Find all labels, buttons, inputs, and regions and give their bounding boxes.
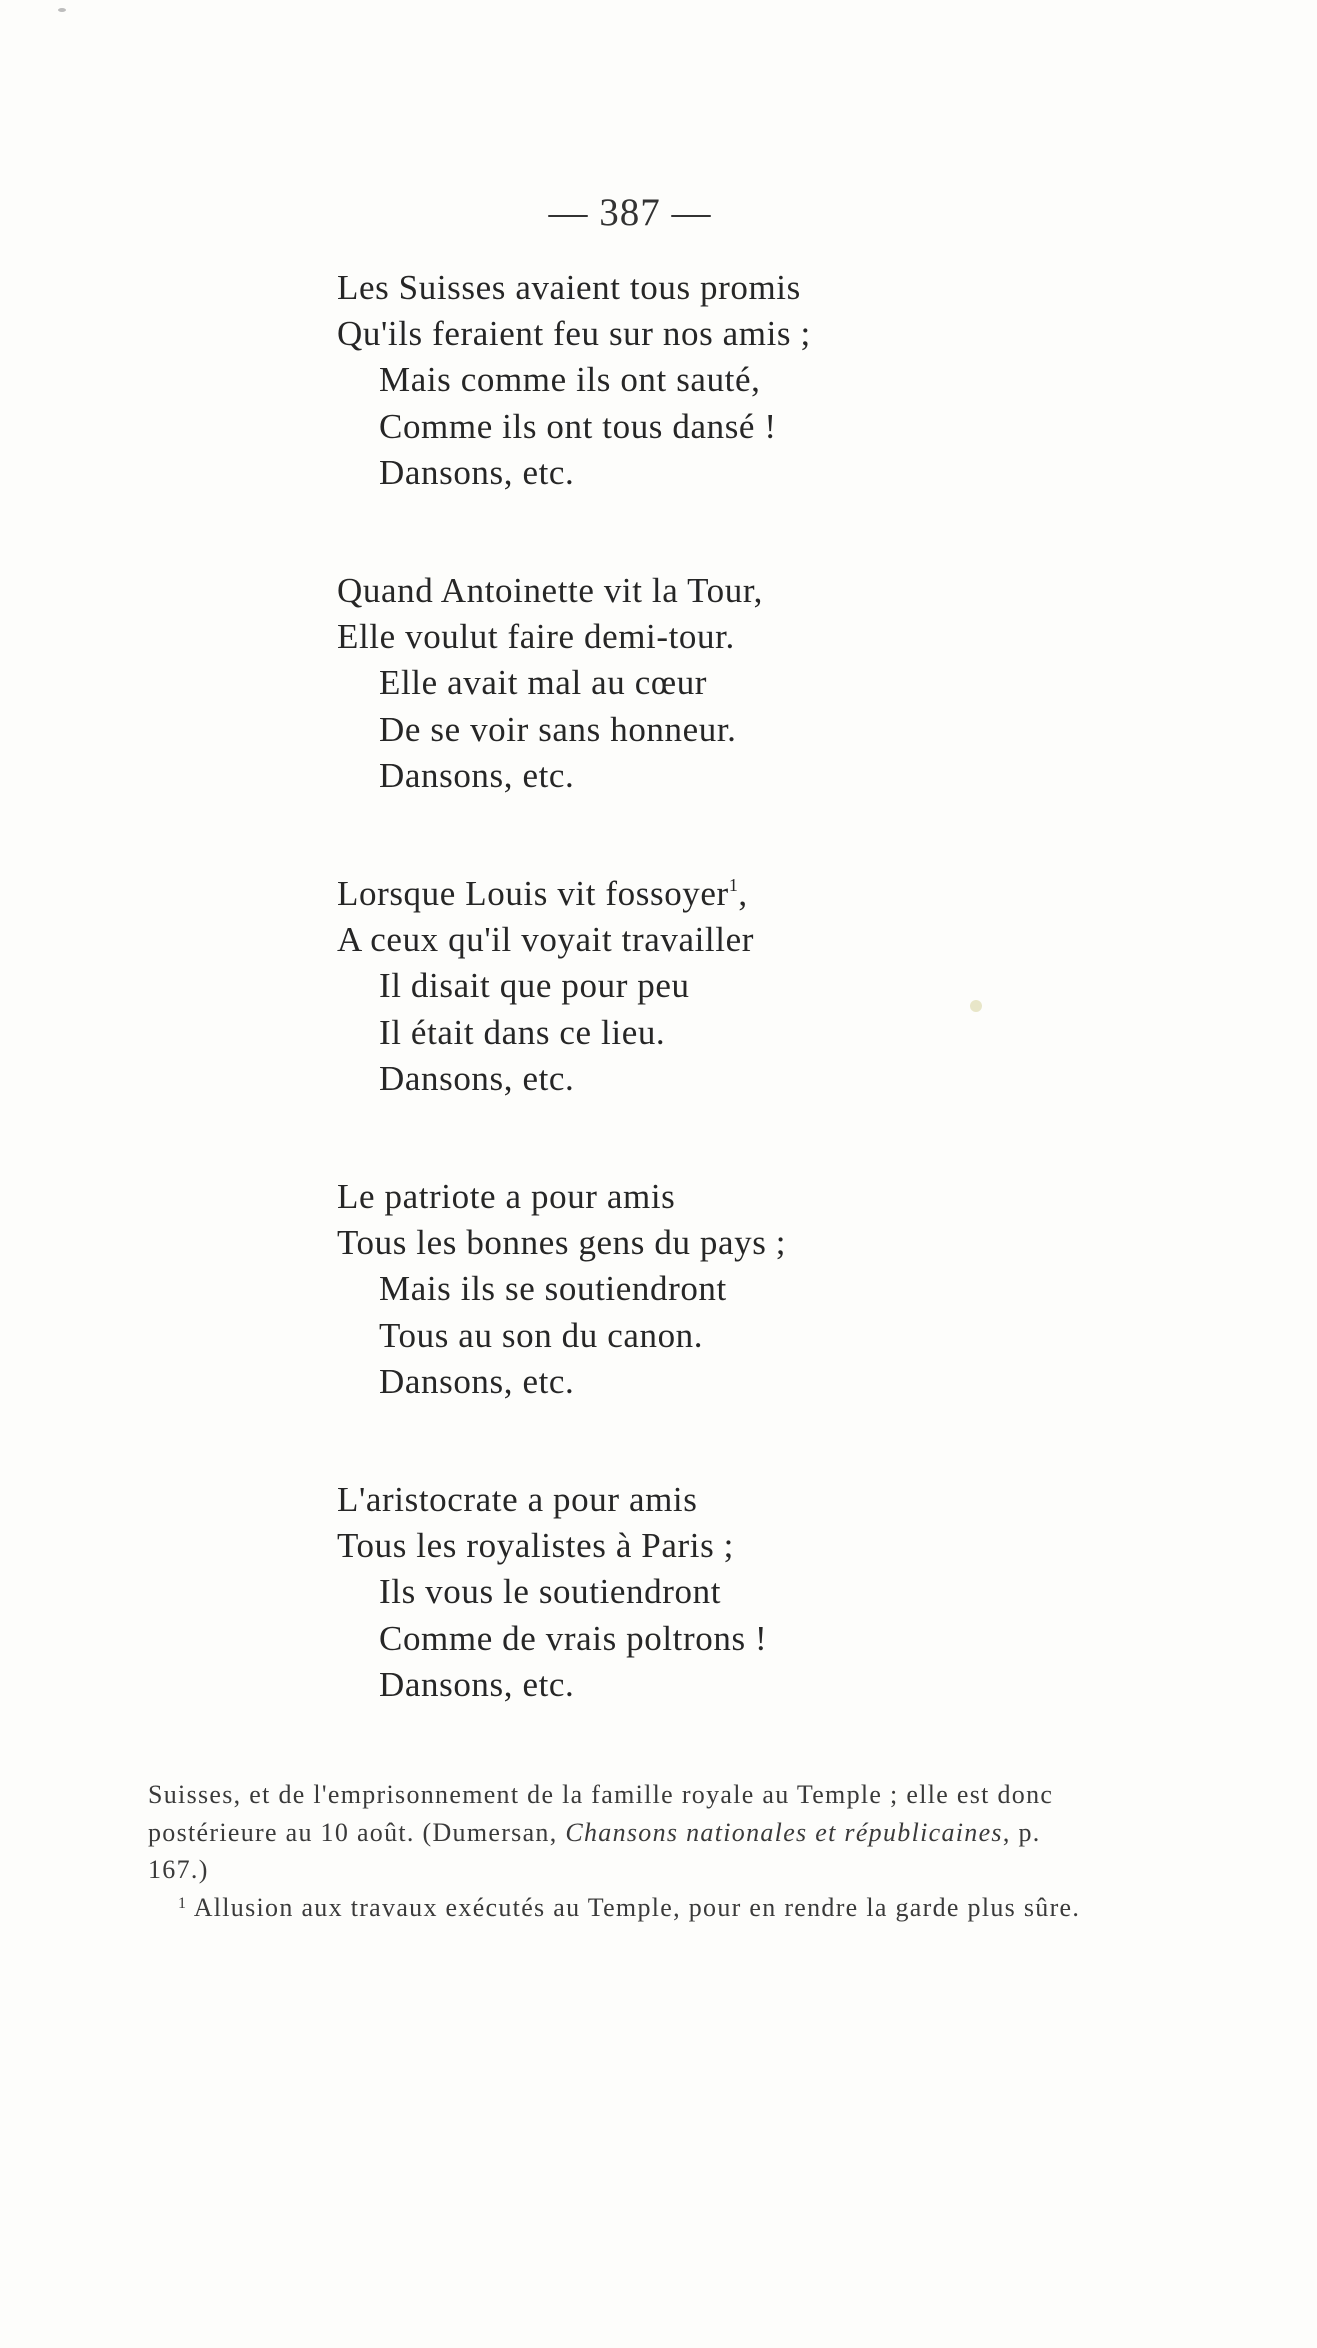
verse-line: Ils vous le soutiendront <box>379 1572 722 1612</box>
stanza-1 <box>337 265 1097 496</box>
verse-line: Mais ils se soutiendront <box>379 1269 727 1309</box>
verse-line: Quand Antoinette vit la Tour, <box>337 571 764 611</box>
refrain-line: Dansons, etc. <box>379 1361 575 1401</box>
verse-line: Tous au son du canon. <box>379 1315 704 1355</box>
stanza-4 <box>337 1174 1097 1405</box>
footnote-cited-title: Chansons nationales et républicaines <box>565 1817 1003 1847</box>
stanza-3 <box>337 871 1097 1102</box>
footnote-continuation-text: Suisses, et de l'emprisonnement de la famille royale au Temple ; elle est donc postérieure au 10 août. (Dumersan, <box>148 1780 1054 1847</box>
footnote-1-text: Allusion aux travaux exécutés au Temple, pour en rendre la garde plus sûre. <box>193 1892 1081 1922</box>
verse-line: L'aristocrate a pour amis <box>337 1480 698 1520</box>
footnotes <box>148 1776 1108 1926</box>
verse-line: De se voir sans honneur. <box>379 709 737 749</box>
verse-line: Comme ils ont tous dansé ! <box>379 406 777 446</box>
verse-line: A ceux qu'il voyait travailler <box>337 920 754 960</box>
paper-speck <box>970 1000 982 1012</box>
page-number: — 387 — <box>548 191 712 234</box>
verse-line: Comme de vrais poltrons ! <box>379 1618 768 1658</box>
verse-line: Mais comme ils ont sauté, <box>379 360 761 400</box>
verse-punctuation: , <box>738 874 748 914</box>
verse-line: Tous les bonnes gens du pays ; <box>337 1223 787 1263</box>
footnote-marker: 1 <box>728 875 739 896</box>
verse-line: Elle avait mal au cœur <box>379 663 708 703</box>
verse-line: Qu'ils feraient feu sur nos amis ; <box>337 314 811 354</box>
verse-line: Il disait que pour peu <box>379 966 690 1006</box>
verse-line <box>337 871 1097 917</box>
verse-line: Les Suisses avaient tous promis <box>337 268 801 307</box>
verse-line: Il était dans ce lieu. <box>379 1012 666 1052</box>
poem <box>337 265 1097 1780</box>
stanza-2 <box>337 568 1097 799</box>
verse-line: Le patriote a pour amis <box>337 1177 676 1217</box>
verse-text: Lorsque Louis vit fossoyer <box>337 874 729 914</box>
footnote-1 <box>148 1889 1108 1927</box>
verse-line: Tous les royalistes à Paris ; <box>337 1526 734 1566</box>
refrain-line: Dansons, etc. <box>379 1058 575 1098</box>
footnote-citation-end: , p. 167.) <box>148 1817 1041 1884</box>
footnote-continuation <box>148 1776 1108 1889</box>
stanza-5 <box>337 1477 1097 1708</box>
refrain-line: Dansons, etc. <box>379 1664 575 1704</box>
footnote-1-marker: 1 <box>178 1894 188 1912</box>
refrain-line: Dansons, etc. <box>379 452 575 492</box>
refrain-line: Dansons, etc. <box>379 755 575 795</box>
verse-line: Elle voulut faire demi-tour. <box>337 617 735 657</box>
paper-speck <box>58 8 66 12</box>
